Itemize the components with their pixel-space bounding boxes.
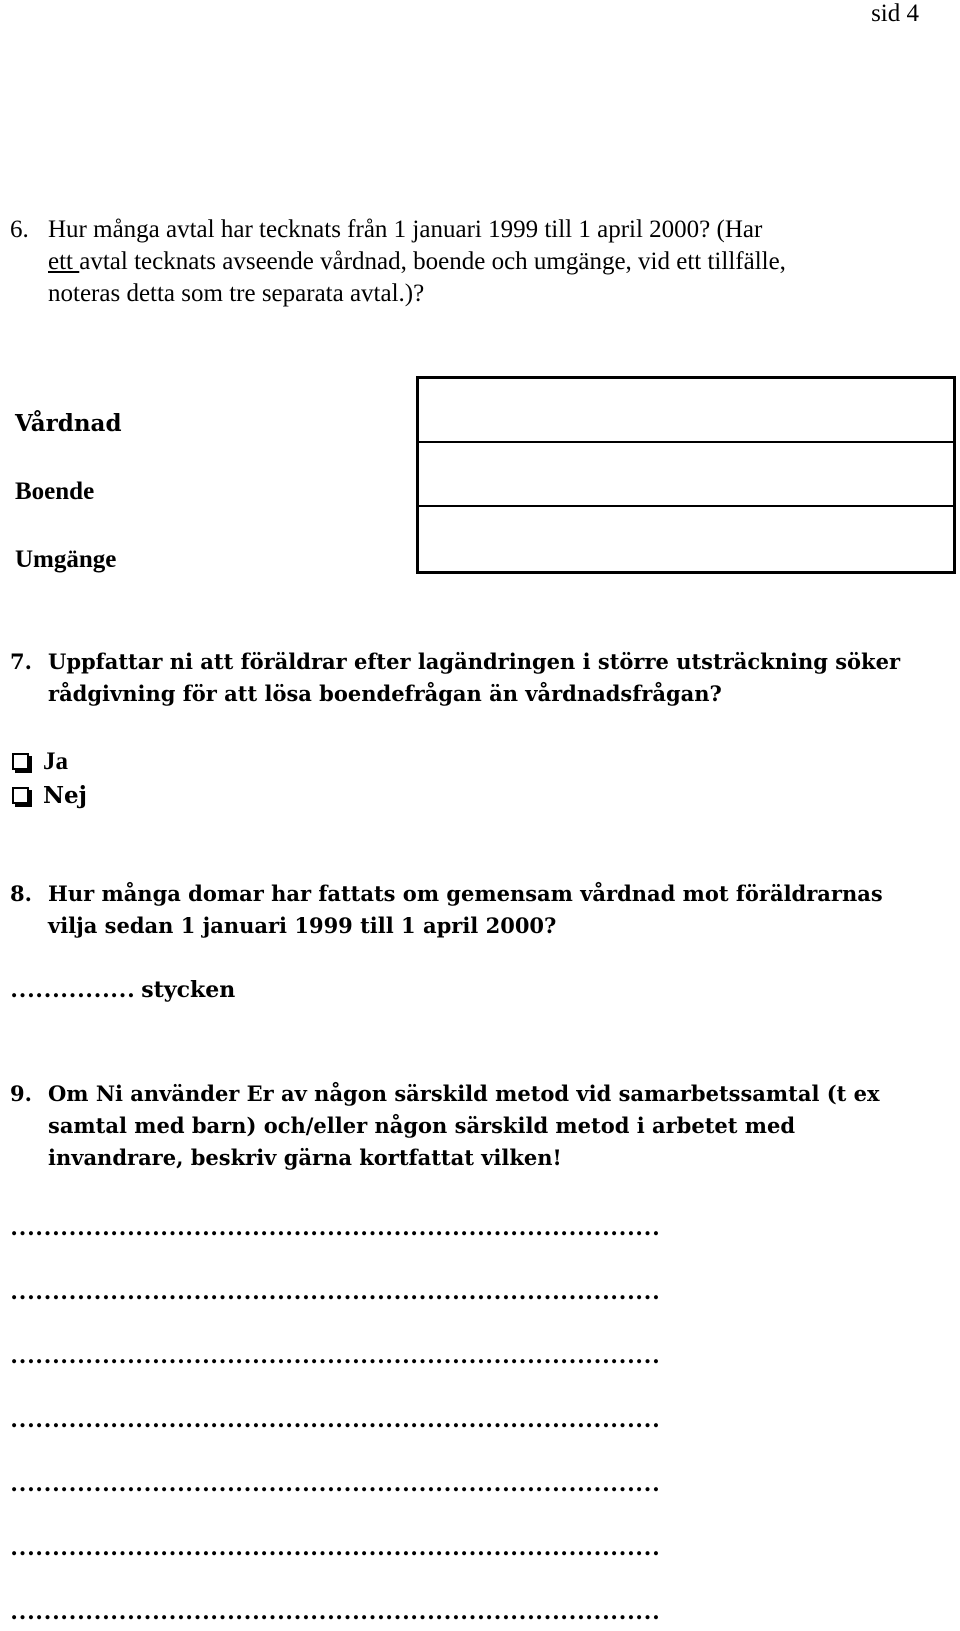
question-6-line-3: noteras detta som tre separata avtal.)?	[48, 280, 425, 307]
checkbox-icon[interactable]	[12, 753, 29, 770]
question-6-line-2	[48, 246, 786, 278]
underlined-word: ett	[48, 248, 80, 275]
answer-dotted-line[interactable]: ……………	[10, 976, 135, 1003]
answer-field-boende[interactable]	[419, 443, 953, 507]
answer-line[interactable]: ……………………………………………………………………	[10, 1534, 660, 1561]
label-vardnad: Vårdnad	[15, 410, 122, 437]
question-8	[0, 878, 960, 948]
question-8-line-1: Hur många domar har fattats om gemensam vårdnad mot föräldrarnas	[48, 881, 883, 906]
answer-line[interactable]: ……………………………………………………………………	[10, 1278, 660, 1305]
option-nej[interactable]	[12, 782, 87, 809]
question-9-line-1: Om Ni använder Er av någon särskild metod vid samarbetssamtal (t ex	[48, 1081, 880, 1106]
question-6	[0, 214, 960, 314]
question-6-line-2-rest: avtal tecknats avseende vårdnad, boende och umgänge, vid ett tillfälle,	[79, 248, 786, 275]
answer-unit: stycken	[141, 977, 236, 1003]
answer-line[interactable]: ……………………………………………………………………	[10, 1406, 660, 1433]
question-7-line-1: Uppfattar ni att föräldrar efter lagändringen i större utsträckning söker	[48, 649, 901, 674]
page-number: sid 4	[871, 0, 919, 27]
question-7	[0, 646, 960, 716]
question-6-number: 6.	[10, 216, 29, 243]
question-8-number: 8.	[10, 881, 32, 906]
question-8-line-2: vilja sedan 1 januari 1999 till 1 april 2000?	[48, 913, 557, 938]
answer-line[interactable]: ……………………………………………………………………	[10, 1214, 660, 1241]
option-ja[interactable]	[12, 748, 68, 776]
question-9-line-2: samtal med barn) och/eller någon särskild metod i arbetet med	[48, 1113, 796, 1138]
question-6-line-1: Hur många avtal har tecknats från 1 januari 1999 till 1 april 2000? (Har	[48, 216, 763, 243]
answer-line[interactable]: ……………………………………………………………………	[10, 1470, 660, 1497]
question-7-line-2: rådgivning för att lösa boendefrågan än vårdnadsfrågan?	[48, 681, 722, 706]
checkbox-icon[interactable]	[12, 787, 29, 804]
answer-grid	[416, 376, 956, 574]
question-7-number: 7.	[10, 649, 32, 674]
answer-field-umgange[interactable]	[419, 507, 953, 571]
answer-line[interactable]: ……………………………………………………………………	[10, 1598, 660, 1625]
option-ja-label: Ja	[43, 748, 68, 775]
answer-field-vardnad[interactable]	[419, 379, 953, 443]
question-9-number: 9.	[10, 1081, 32, 1106]
label-umgange: Umgänge	[15, 546, 117, 573]
label-boende: Boende	[15, 478, 95, 505]
option-nej-label: Nej	[43, 782, 87, 809]
question-9	[0, 1078, 960, 1178]
question-9-line-3: invandrare, beskriv gärna kortfattat vilken!	[48, 1145, 562, 1170]
answer-line[interactable]: ……………………………………………………………………	[10, 1342, 660, 1369]
question-8-answer[interactable]	[10, 976, 235, 1004]
